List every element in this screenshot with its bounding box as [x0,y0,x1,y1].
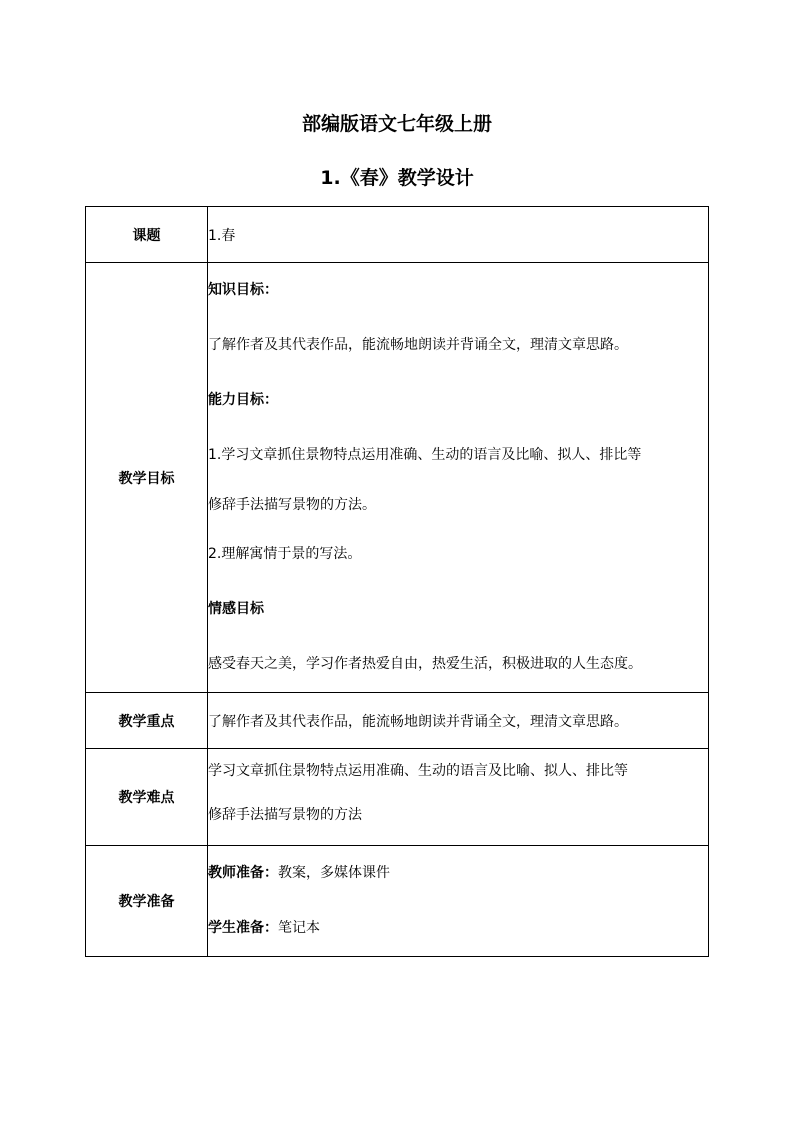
goals-content [208,263,709,693]
teacher-prep-label: 教师准备： [208,865,278,881]
difficulty-line1: 学习文章抓住景物特点运用准确、生动的语言及比喻、拟人、排比等 [208,763,628,779]
table-row-key [86,693,709,749]
table-row-topic [86,207,709,263]
knowledge-heading: 知识目标： [208,282,278,298]
student-prep-value: 笔记本 [278,920,320,936]
prep-label: 教学准备 [86,846,208,957]
key-label: 教学重点 [86,693,208,749]
table-row-difficulty [86,749,709,846]
ability-item1-line2: 修辞手法描写景物的方法。 [208,497,376,513]
document-title: 部编版语文七年级上册 [301,113,492,135]
difficulty-line2: 修辞手法描写景物的方法 [208,807,362,823]
teacher-prep-value: 教案，多媒体课件 [278,865,390,881]
key-value: 了解作者及其代表作品，能流畅地朗读并背诵全文，理清文章思路。 [208,693,709,749]
emotion-text: 感受春天之美，学习作者热爱自由，热爱生活，积极进取的人生态度。 [208,656,642,672]
difficulty-content [208,749,709,846]
table-row-goals [86,263,709,693]
table-row-prep [86,846,709,957]
goals-label: 教学目标 [86,263,208,693]
student-prep [208,901,708,956]
ability-item2: 2.理解寓情于景的写法。 [208,546,362,562]
student-prep-label: 学生准备： [208,920,278,936]
teacher-prep [208,846,708,901]
prep-content [208,846,709,957]
emotion-heading: 情感目标 [208,601,264,617]
ability-heading: 能力目标： [208,392,278,408]
difficulty-label: 教学难点 [86,749,208,846]
ability-item1-line1: 1.学习文章抓住景物特点运用准确、生动的语言及比喻、拟人、排比等 [208,447,642,463]
document-subtitle: 1.《春》教学设计 [320,167,474,189]
topic-label: 课题 [86,207,208,263]
knowledge-text: 了解作者及其代表作品，能流畅地朗读并背诵全文，理清文章思路。 [208,337,628,353]
topic-value: 1.春 [208,207,709,263]
lesson-plan-table [85,206,709,957]
